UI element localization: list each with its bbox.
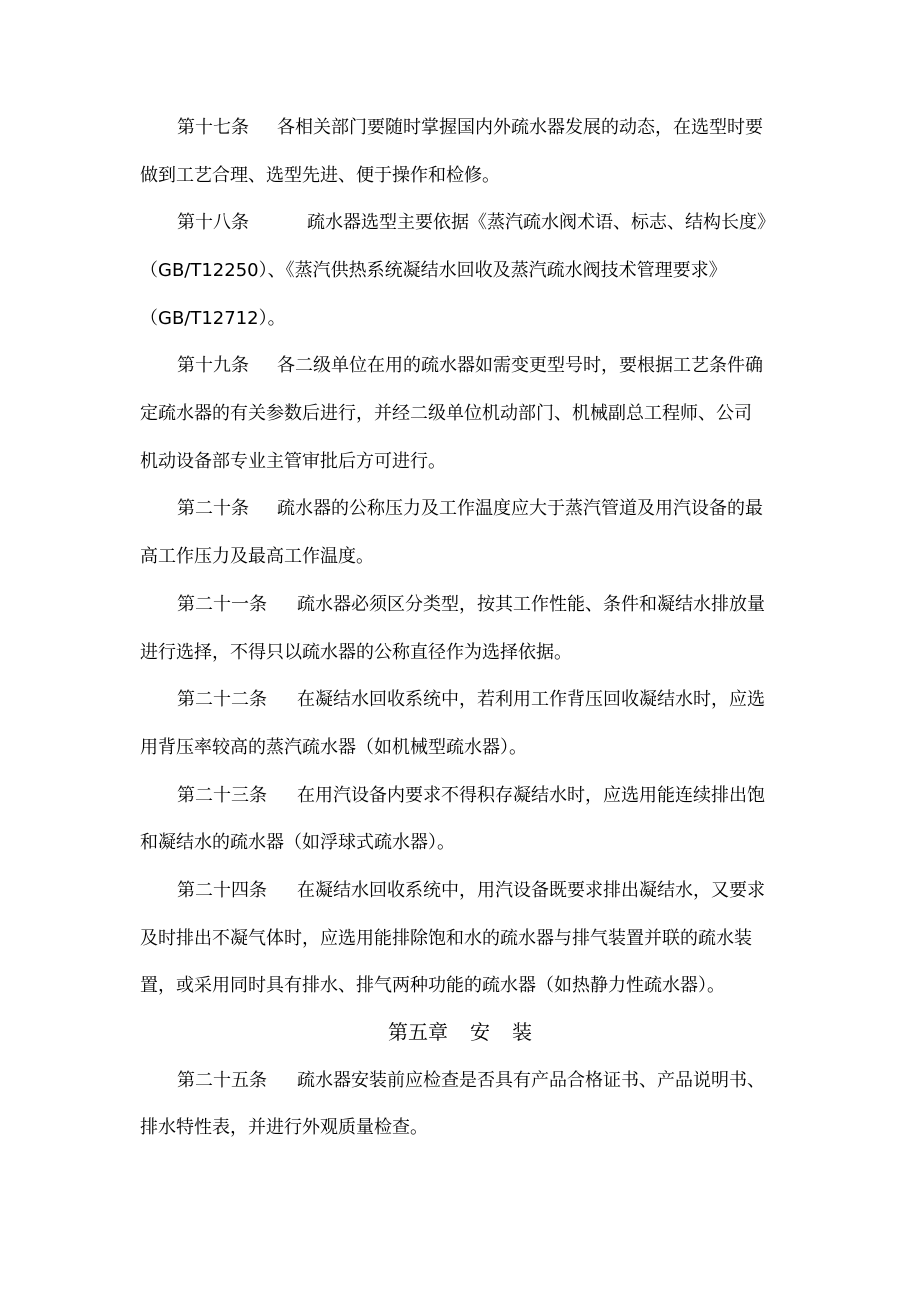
article-24-line-3: 置，或采用同时具有排水、排气两种功能的疏水器（如热静力性疏水器）。 [140, 975, 725, 996]
article-21-line-1 [177, 592, 765, 618]
article-25-number: 第二十五条 [177, 1070, 267, 1091]
article-23-line-1 [177, 783, 765, 809]
chapter-5-heading [0, 1018, 920, 1046]
article-18-line-3: （GB/T12712）。 [140, 308, 286, 329]
article-19-line-2: 定疏水器的有关参数后进行，并经二级单位机动部门、机械副总工程师、公司 [140, 403, 752, 424]
article-19-line-1 [177, 353, 763, 379]
article-21-number: 第二十一条 [177, 594, 267, 615]
article-20-text: 疏水器的公称压力及工作温度应大于蒸汽管道及用汽设备的最 [277, 498, 763, 519]
article-18-line-1 [177, 210, 775, 236]
chapter-5-label: 第五章 [388, 1020, 448, 1044]
article-18-number: 第十八条 [177, 212, 249, 233]
article-24-line-2: 及时排出不凝气体时，应选用能排除饱和水的疏水器与排气装置并联的疏水装 [140, 928, 752, 949]
article-25-line-2: 排水特性表，并进行外观质量检查。 [140, 1117, 428, 1138]
article-20-number: 第二十条 [177, 498, 249, 519]
article-24-text: 在凝结水回收系统中，用汽设备既要求排出凝结水，又要求 [297, 880, 765, 901]
article-17-line-2: 做到工艺合理、选型先进、便于操作和检修。 [140, 165, 500, 186]
article-17-line-1 [177, 115, 763, 141]
article-23-line-2: 和凝结水的疏水器（如浮球式疏水器）。 [140, 832, 455, 853]
article-20-line-2: 高工作压力及最高工作温度。 [140, 546, 374, 567]
chapter-5-title-char-2: 装 [512, 1020, 532, 1044]
article-25-line-1 [177, 1068, 765, 1094]
article-19-number: 第十九条 [177, 355, 249, 376]
article-23-text: 在用汽设备内要求不得积存凝结水时，应选用能连续排出饱 [297, 785, 765, 806]
article-23-number: 第二十三条 [177, 785, 267, 806]
article-18-text: 疏水器选型主要依据《蒸汽疏水阀术语、标志、结构长度》 [307, 212, 775, 233]
article-22-text: 在凝结水回收系统中，若利用工作背压回收凝结水时，应选 [297, 689, 765, 710]
article-24-line-1 [177, 878, 765, 904]
article-17-number: 第十七条 [177, 117, 249, 138]
article-22-number: 第二十二条 [177, 689, 267, 710]
article-19-line-3: 机动设备部专业主管审批后方可进行。 [140, 451, 446, 472]
article-22-line-1 [177, 687, 765, 713]
article-22-line-2: 用背压率较高的蒸汽疏水器（如机械型疏水器）。 [140, 737, 527, 758]
article-25-text: 疏水器安装前应检查是否具有产品合格证书、产品说明书、 [297, 1070, 765, 1091]
article-17-text: 各相关部门要随时掌握国内外疏水器发展的动态，在选型时要 [277, 117, 763, 138]
article-19-text: 各二级单位在用的疏水器如需变更型号时，要根据工艺条件确 [277, 355, 763, 376]
article-21-text: 疏水器必须区分类型，按其工作性能、条件和凝结水排放量 [297, 594, 765, 615]
article-24-number: 第二十四条 [177, 880, 267, 901]
article-20-line-1 [177, 496, 763, 522]
article-21-line-2: 进行选择，不得只以疏水器的公称直径作为选择依据。 [140, 642, 572, 663]
article-18-line-2: （GB/T12250）、《蒸汽供热系统凝结水回收及蒸汽疏水阀技术管理要求》 [140, 260, 727, 281]
chapter-5-title-char-1: 安 [470, 1020, 490, 1044]
